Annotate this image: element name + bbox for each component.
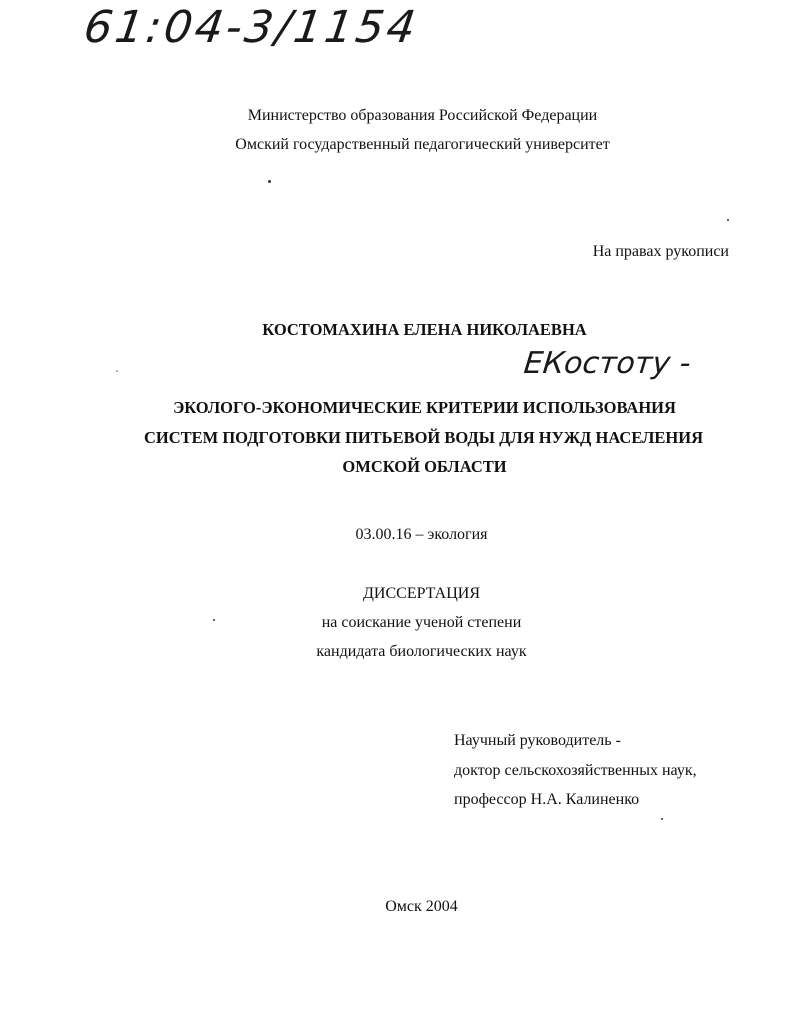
author-name: КОСТОМАХИНА ЕЛЕНА НИКОЛАЕВНА	[262, 320, 587, 339]
supervisor-degree: доктор сельскохозяйственных наук,	[454, 762, 697, 779]
manuscript-rights: На правах рукописи	[592, 243, 729, 260]
scan-speck	[268, 180, 271, 183]
scan-speck	[213, 619, 215, 621]
title-line-2: СИСТЕМ ПОДГОТОВКИ ПИТЬЕВОЙ ВОДЫ ДЛЯ НУЖД НАСЕЛЕНИЯ	[143, 428, 704, 447]
scan-speck	[661, 818, 663, 820]
title-line-1: ЭКОЛОГО-ЭКОНОМИЧЕСКИЕ КРИТЕРИИ ИСПОЛЬЗОВАНИЯ	[173, 398, 676, 417]
dissertation-label: ДИССЕРТАЦИЯ	[363, 585, 480, 602]
title-line-3: ОМСКОЙ ОБЛАСТИ	[342, 457, 507, 476]
archive-number: 61:04-3/1154	[80, 2, 422, 53]
degree-purpose: на соискание ученой степени	[321, 614, 522, 631]
degree-name: кандидата биологических наук	[316, 643, 527, 660]
ministry-line: Министерство образования Российской Федерации	[247, 107, 598, 124]
supervisor-name: профессор Н.А. Калиненко	[454, 791, 640, 808]
supervisor-role: Научный руководитель -	[454, 732, 621, 749]
scan-speck	[727, 219, 729, 221]
university-line: Омский государственный педагогический университет	[235, 136, 610, 153]
specialty-code: 03.00.16 – экология	[355, 526, 488, 543]
author-signature: ЕКостоту -	[522, 346, 693, 381]
city-year: Омск 2004	[385, 898, 458, 915]
scan-speck	[116, 370, 118, 372]
